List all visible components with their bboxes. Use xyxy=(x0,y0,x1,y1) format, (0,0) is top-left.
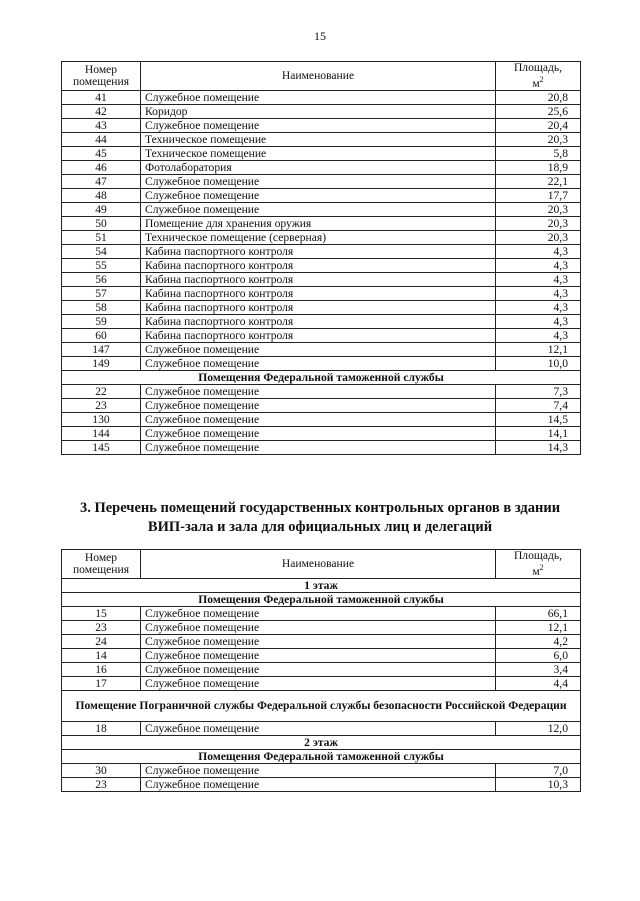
room-number: 24 xyxy=(62,634,141,648)
room-number: 57 xyxy=(62,286,141,300)
room-number: 46 xyxy=(62,160,141,174)
room-name: Служебное помещение xyxy=(141,384,496,398)
room-number: 149 xyxy=(62,356,141,370)
room-name: Служебное помещение xyxy=(141,174,496,188)
room-area: 5,8 xyxy=(496,146,581,160)
room-name: Служебное помещение xyxy=(141,634,496,648)
room-area: 12,1 xyxy=(496,620,581,634)
room-number: 55 xyxy=(62,258,141,272)
room-number: 42 xyxy=(62,104,141,118)
section-row xyxy=(62,749,581,763)
table-header-row xyxy=(62,550,581,579)
room-name: Служебное помещение xyxy=(141,676,496,690)
room-number: 59 xyxy=(62,314,141,328)
room-area: 20,3 xyxy=(496,230,581,244)
room-name: Служебное помещение xyxy=(141,721,496,735)
table-row xyxy=(62,258,581,272)
room-area: 10,3 xyxy=(496,777,581,791)
room-number: 49 xyxy=(62,202,141,216)
room-area: 6,0 xyxy=(496,648,581,662)
col-header-name: Наименование xyxy=(141,62,496,91)
table-row xyxy=(62,90,581,104)
room-name: Помещение для хранения оружия xyxy=(141,216,496,230)
room-name: Служебное помещение xyxy=(141,342,496,356)
room-area: 20,3 xyxy=(496,202,581,216)
room-number: 15 xyxy=(62,606,141,620)
room-number: 30 xyxy=(62,763,141,777)
room-number: 23 xyxy=(62,398,141,412)
room-name: Кабина паспортного контроля xyxy=(141,300,496,314)
table-row xyxy=(62,132,581,146)
table-row xyxy=(62,300,581,314)
room-name: Служебное помещение xyxy=(141,662,496,676)
room-name: Служебное помещение xyxy=(141,440,496,454)
room-area: 7,4 xyxy=(496,398,581,412)
col-header-number: Номер помещения xyxy=(62,550,141,579)
room-number: 145 xyxy=(62,440,141,454)
room-area: 14,3 xyxy=(496,440,581,454)
col-header-number: Номер помещения xyxy=(62,62,141,91)
room-area: 4,3 xyxy=(496,314,581,328)
room-name: Коридор xyxy=(141,104,496,118)
room-area: 4,3 xyxy=(496,272,581,286)
room-area: 4,3 xyxy=(496,300,581,314)
room-name: Служебное помещение xyxy=(141,356,496,370)
room-number: 22 xyxy=(62,384,141,398)
table-row xyxy=(62,104,581,118)
floor-title: 2 этаж xyxy=(62,735,581,749)
room-number: 18 xyxy=(62,721,141,735)
room-number: 17 xyxy=(62,676,141,690)
col-header-area: Площадь, $м^2$ xyxy=(496,550,581,579)
table-row xyxy=(62,356,581,370)
room-name: Техническое помещение xyxy=(141,146,496,160)
room-area: 4,3 xyxy=(496,244,581,258)
table-row xyxy=(62,328,581,342)
room-number: 44 xyxy=(62,132,141,146)
table-row xyxy=(62,440,581,454)
room-area: 4,2 xyxy=(496,634,581,648)
room-name: Служебное помещение xyxy=(141,398,496,412)
room-name: Служебное помещение xyxy=(141,620,496,634)
floor-row xyxy=(62,578,581,592)
table-row xyxy=(62,662,581,676)
room-name: Служебное помещение xyxy=(141,763,496,777)
section-row xyxy=(62,690,581,721)
room-number: 58 xyxy=(62,300,141,314)
room-name: Кабина паспортного контроля xyxy=(141,314,496,328)
section-title: Помещения Федеральной таможенной службы xyxy=(62,592,581,606)
table-row xyxy=(62,426,581,440)
room-area: 25,6 xyxy=(496,104,581,118)
room-area: 20,4 xyxy=(496,118,581,132)
col-header-name: Наименование xyxy=(141,550,496,579)
room-number: 23 xyxy=(62,777,141,791)
table-row xyxy=(62,606,581,620)
room-area: 20,8 xyxy=(496,90,581,104)
room-number: 41 xyxy=(62,90,141,104)
section-row xyxy=(62,592,581,606)
room-area: 20,3 xyxy=(496,216,581,230)
room-name: Кабина паспортного контроля xyxy=(141,272,496,286)
room-name: Техническое помещение xyxy=(141,132,496,146)
table-row xyxy=(62,272,581,286)
room-number: 56 xyxy=(62,272,141,286)
room-number: 144 xyxy=(62,426,141,440)
room-number: 48 xyxy=(62,188,141,202)
room-name: Служебное помещение xyxy=(141,606,496,620)
room-area: 22,1 xyxy=(496,174,581,188)
room-number: 16 xyxy=(62,662,141,676)
table-row xyxy=(62,118,581,132)
room-name: Фотолаборатория xyxy=(141,160,496,174)
room-number: 14 xyxy=(62,648,141,662)
room-area: 4,3 xyxy=(496,258,581,272)
room-number: 51 xyxy=(62,230,141,244)
table-row xyxy=(62,777,581,791)
table-row xyxy=(62,398,581,412)
room-area: 20,3 xyxy=(496,132,581,146)
section-title: Помещения Федеральной таможенной службы xyxy=(62,749,581,763)
table-row xyxy=(62,384,581,398)
section-title: Помещение Пограничной службы Федеральной службы безопасности Российской Федерации xyxy=(62,690,581,721)
table-row xyxy=(62,216,581,230)
room-name: Служебное помещение xyxy=(141,202,496,216)
section-row xyxy=(62,370,581,384)
table-row xyxy=(62,314,581,328)
table-row xyxy=(62,202,581,216)
room-area: 18,9 xyxy=(496,160,581,174)
room-area: 7,3 xyxy=(496,384,581,398)
table-row xyxy=(62,230,581,244)
room-name: Служебное помещение xyxy=(141,648,496,662)
room-name: Кабина паспортного контроля xyxy=(141,286,496,300)
room-name: Служебное помещение xyxy=(141,118,496,132)
table-row xyxy=(62,188,581,202)
room-name: Техническое помещение (серверная) xyxy=(141,230,496,244)
col-header-area: Площадь, $м^2$ xyxy=(496,62,581,91)
table-row xyxy=(62,412,581,426)
room-number: 47 xyxy=(62,174,141,188)
room-area: 4,3 xyxy=(496,328,581,342)
room-name: Служебное помещение xyxy=(141,188,496,202)
room-name: Кабина паспортного контроля xyxy=(141,258,496,272)
room-area: 17,7 xyxy=(496,188,581,202)
room-area: 66,1 xyxy=(496,606,581,620)
room-name: Служебное помещение xyxy=(141,426,496,440)
room-name: Служебное помещение xyxy=(141,412,496,426)
room-number: 43 xyxy=(62,118,141,132)
floor-title: 1 этаж xyxy=(62,578,581,592)
table-row xyxy=(62,676,581,690)
room-number: 130 xyxy=(62,412,141,426)
table-row xyxy=(62,160,581,174)
room-number: 54 xyxy=(62,244,141,258)
table-row xyxy=(62,721,581,735)
table-row xyxy=(62,286,581,300)
table-row xyxy=(62,620,581,634)
room-area: 4,3 xyxy=(496,286,581,300)
table-row xyxy=(62,146,581,160)
room-area: 10,0 xyxy=(496,356,581,370)
table-row xyxy=(62,763,581,777)
room-area: 14,5 xyxy=(496,412,581,426)
section-title: Помещения Федеральной таможенной службы xyxy=(62,370,581,384)
room-number: 50 xyxy=(62,216,141,230)
room-area: 12,0 xyxy=(496,721,581,735)
room-area: 12,1 xyxy=(496,342,581,356)
room-area: 3,4 xyxy=(496,662,581,676)
room-number: 23 xyxy=(62,620,141,634)
page-number: 15 xyxy=(314,29,326,43)
room-area: 4,4 xyxy=(496,676,581,690)
room-name: Кабина паспортного контроля xyxy=(141,328,496,342)
room-number: 60 xyxy=(62,328,141,342)
rooms-table-2 xyxy=(61,549,581,792)
floor-row xyxy=(62,735,581,749)
room-area: 14,1 xyxy=(496,426,581,440)
table-row xyxy=(62,342,581,356)
room-number: 147 xyxy=(62,342,141,356)
table-row xyxy=(62,174,581,188)
table-row xyxy=(62,648,581,662)
room-area: 7,0 xyxy=(496,763,581,777)
room-name: Кабина паспортного контроля xyxy=(141,244,496,258)
room-number: 45 xyxy=(62,146,141,160)
table-row xyxy=(62,634,581,648)
rooms-table-1 xyxy=(61,61,581,455)
table-row xyxy=(62,244,581,258)
table-header-row xyxy=(62,62,581,91)
section-heading: 3. Перечень помещений государственных контрольных органов в здании ВИП-зала и зала для официальных лиц и делегаций xyxy=(79,500,561,535)
room-name: Служебное помещение xyxy=(141,777,496,791)
room-name: Служебное помещение xyxy=(141,90,496,104)
